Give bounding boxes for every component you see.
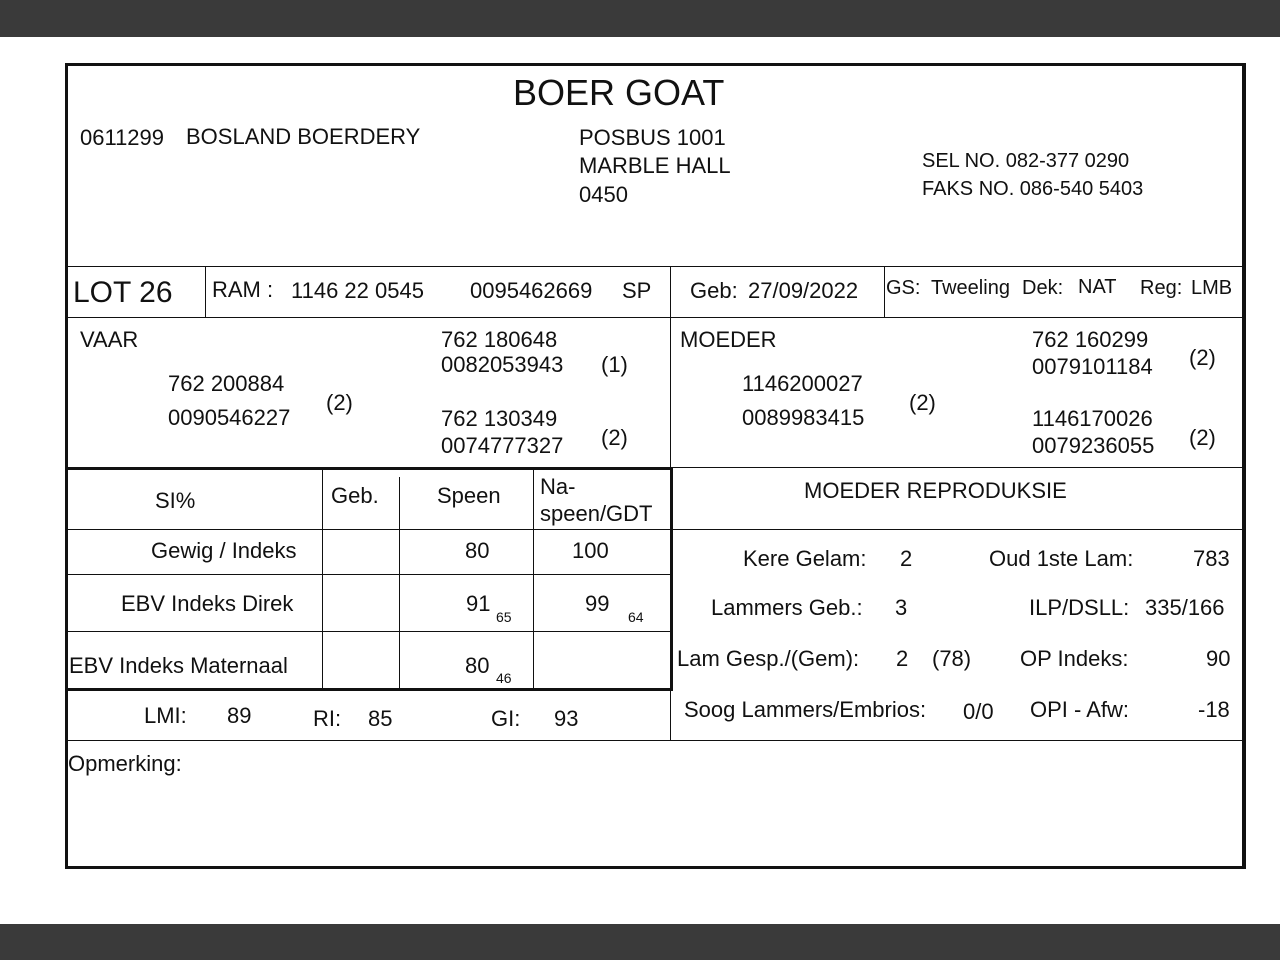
vaar-id: 0090546227 [168, 405, 291, 430]
vaar-number: 762 200884 [168, 371, 285, 396]
moeder-dam-id: 0079236055 [1032, 433, 1155, 458]
birth-date: 27/09/2022 [748, 278, 859, 303]
gi-value: 93 [554, 706, 579, 731]
speen-header: Speen [437, 483, 501, 508]
vaar-grade: (2) [326, 390, 353, 415]
lmi-value: 89 [227, 703, 252, 728]
vaar-sire-number: 762 180648 [441, 327, 558, 352]
row-direk-naspeen: 99 [585, 591, 610, 616]
kere-gelam-label: Kere Gelam: [743, 546, 867, 571]
lam-gesp-label: Lam Gesp./(Gem): [677, 646, 860, 671]
soog-value: 0/0 [963, 699, 994, 724]
lam-gesp-value: 2 [896, 646, 909, 671]
dek-value: NAT [1078, 276, 1117, 298]
vaar-dam-number: 762 130349 [441, 406, 558, 431]
ri-value: 85 [368, 706, 393, 731]
moeder-grade: (2) [909, 390, 936, 415]
address-line-1: POSBUS 1001 [579, 125, 726, 150]
reproduction-title: MOEDER REPRODUKSIE [804, 478, 1067, 503]
page-title: BOER GOAT [513, 72, 725, 113]
row-label-ebv-maternaal: EBV Indeks Maternaal [69, 653, 288, 678]
ri-label: RI: [313, 706, 342, 731]
row-direk-naspeen-sub: 64 [628, 609, 644, 625]
ram-label: RAM : [212, 277, 274, 302]
ram-code: SP [622, 278, 652, 303]
moeder-sire-number: 762 160299 [1032, 327, 1149, 352]
top-bar [0, 0, 1280, 37]
ram-number: 1146 22 0545 [291, 278, 424, 303]
moeder-id: 0089983415 [742, 405, 865, 430]
op-value: 90 [1206, 646, 1231, 671]
moeder-dam-grade: (2) [1189, 425, 1216, 450]
reg-value: LMB [1191, 277, 1233, 299]
oud-label: Oud 1ste Lam: [989, 546, 1134, 571]
geb-header: Geb. [331, 483, 379, 508]
ilp-label: ILP/DSLL: [1029, 595, 1130, 620]
naspeen-header: Na- speen/GDT [540, 474, 653, 526]
breeder-id: 0611299 [80, 125, 165, 150]
opi-label: OPI - Afw: [1030, 697, 1130, 722]
lammers-geb-value: 3 [895, 595, 908, 620]
kere-gelam-value: 2 [900, 546, 913, 571]
remarks-label: Opmerking: [68, 751, 182, 776]
row-gewig-naspeen: 100 [572, 538, 609, 563]
row-gewig-speen: 80 [465, 538, 490, 563]
op-label: OP Indeks: [1020, 646, 1129, 671]
row-direk-speen-sub: 65 [496, 609, 512, 625]
moeder-number: 1146200027 [742, 371, 863, 396]
moeder-sire-grade: (2) [1189, 345, 1216, 370]
moeder-label: MOEDER [680, 327, 777, 352]
vaar-dam-grade: (2) [601, 425, 628, 450]
vaar-dam-id: 0074777327 [441, 433, 564, 458]
reg-label: Reg: [1140, 277, 1183, 299]
fax-number: FAKS NO. 086-540 5403 [922, 178, 1144, 200]
soog-label: Soog Lammers/Embrios: [684, 697, 927, 722]
address-line-2: MARBLE HALL [579, 153, 731, 178]
row-direk-speen: 91 [466, 591, 491, 616]
vaar-label: VAAR [80, 327, 139, 352]
gi-label: GI: [491, 706, 521, 731]
dek-label: Dek: [1022, 277, 1064, 299]
opi-value: -18 [1198, 697, 1230, 722]
vaar-sire-grade: (1) [601, 352, 628, 377]
moeder-dam-number: 1146170026 [1032, 406, 1153, 431]
row-label-gewig: Gewig / Indeks [151, 538, 297, 563]
lam-gesp-avg: (78) [932, 646, 972, 671]
row-maternaal-speen-sub: 46 [496, 670, 512, 686]
bottom-bar [0, 924, 1280, 960]
row-label-ebv-direk: EBV Indeks Direk [121, 591, 294, 616]
ram-id: 0095462669 [470, 278, 593, 303]
gs-label: GS: [886, 277, 921, 299]
vaar-sire-id: 0082053943 [441, 352, 564, 377]
lmi-label: LMI: [144, 703, 187, 728]
row-maternaal-speen: 80 [465, 653, 490, 678]
lot-number: LOT 26 [73, 276, 173, 309]
moeder-sire-id: 0079101184 [1032, 354, 1153, 379]
oud-value: 783 [1193, 546, 1230, 571]
ilp-value: 335/166 [1145, 595, 1225, 620]
si-header: SI% [155, 488, 196, 513]
lammers-geb-label: Lammers Geb.: [711, 595, 863, 620]
birth-label: Geb: [690, 278, 738, 303]
address-line-3: 0450 [579, 182, 628, 207]
cell-number: SEL NO. 082-377 0290 [922, 150, 1130, 172]
breeder-name: BOSLAND BOERDERY [186, 124, 421, 149]
gs-value: Tweeling [931, 277, 1010, 299]
